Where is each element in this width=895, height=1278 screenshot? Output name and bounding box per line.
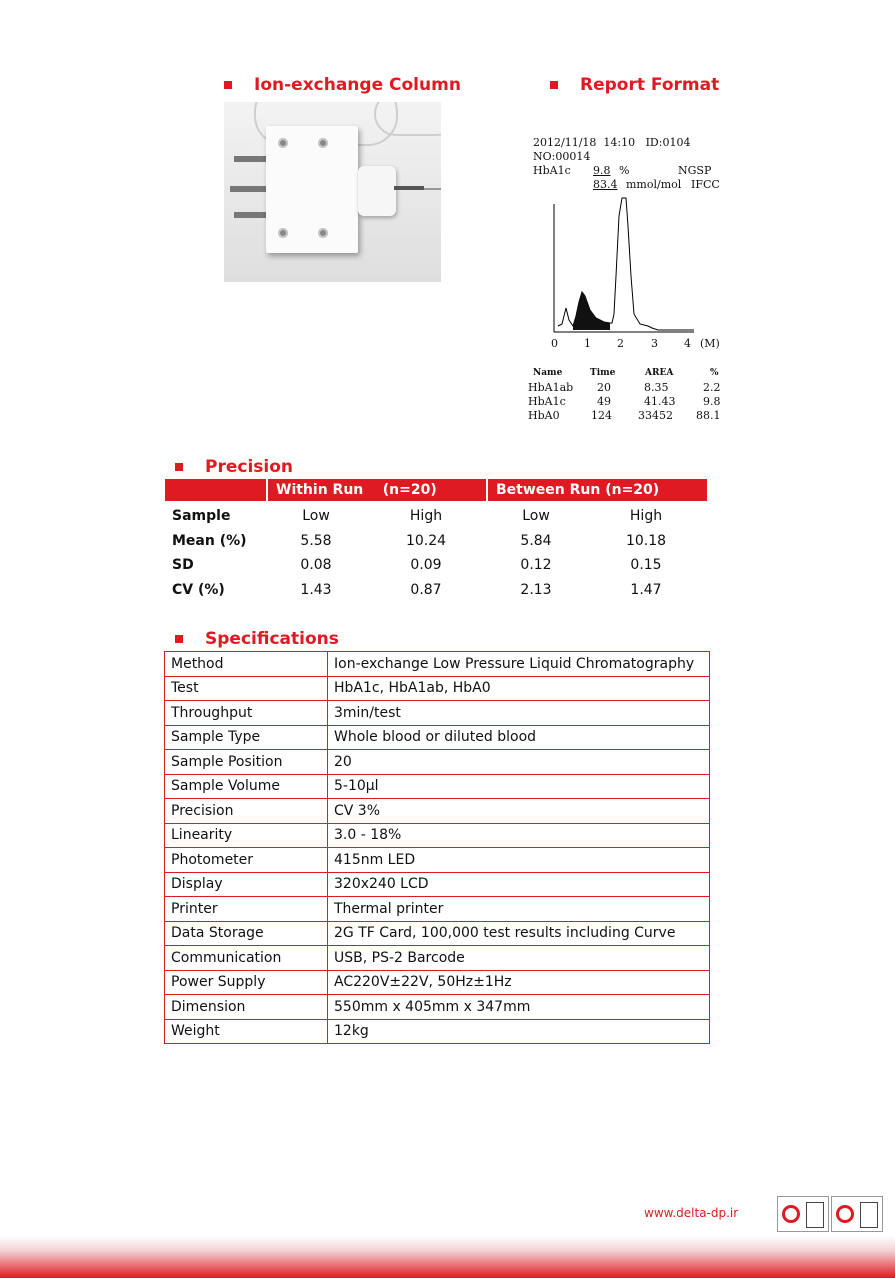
spec-value: 550mm x 405mm x 347mm <box>328 995 710 1020</box>
precision-cell: High <box>629 508 663 524</box>
precision-cell: 2.13 <box>520 582 552 598</box>
table-row <box>165 1019 710 1044</box>
specifications-title: Specifications <box>205 629 339 649</box>
spec-value: 415nm LED <box>328 848 710 873</box>
report-row-area: 41.43 <box>644 395 676 408</box>
table-row <box>165 701 710 726</box>
table-row <box>165 946 710 971</box>
spec-value: 320x240 LCD <box>328 872 710 897</box>
certification-logo <box>831 1196 883 1232</box>
table-row <box>165 995 710 1020</box>
report-row-name: HbA1ab <box>528 381 574 394</box>
precision-cell: Low <box>522 508 550 524</box>
x-tick-label: 2 <box>617 337 624 350</box>
precision-cell: 0.87 <box>410 582 442 598</box>
spec-value: Ion-exchange Low Pressure Liquid Chromatography <box>328 652 710 677</box>
spec-key: Power Supply <box>165 970 328 995</box>
spec-key: Photometer <box>165 848 328 873</box>
spec-key: Communication <box>165 946 328 971</box>
spec-key: Sample Type <box>165 725 328 750</box>
spec-key: Precision <box>165 799 328 824</box>
spec-value: Whole blood or diluted blood <box>328 725 710 750</box>
report-row-area: 33452 <box>638 409 673 422</box>
report-row-percent: 88.1 <box>696 409 721 422</box>
table-row <box>165 823 710 848</box>
spec-value: 2G TF Card, 100,000 test results including Curve <box>328 921 710 946</box>
report-ngsp-tag: NGSP <box>678 164 712 177</box>
table-row <box>165 799 710 824</box>
footer-website-link[interactable]: www.delta-dp.ir <box>644 1206 739 1220</box>
report-hba1c-label: HbA1c <box>533 164 571 177</box>
x-tick-label: 0 <box>551 337 558 350</box>
report-ifcc-unit: mmol/mol <box>626 178 682 191</box>
precision-row-label: Mean (%) <box>172 533 247 549</box>
spec-value: 5-10μl <box>328 774 710 799</box>
spec-value: 12kg <box>328 1019 710 1044</box>
precision-heading <box>175 457 293 477</box>
specifications-table <box>164 651 710 1044</box>
between-run-header: Between Run (n=20) <box>496 482 660 498</box>
x-tick-label: 1 <box>584 337 591 350</box>
report-ngsp-value: 9.8 <box>593 164 611 177</box>
precision-cell: 0.12 <box>520 557 552 573</box>
spec-value: 3.0 - 18% <box>328 823 710 848</box>
precision-cell: 0.08 <box>300 557 332 573</box>
precision-title: Precision <box>205 457 294 477</box>
report-row-area: 8.35 <box>644 381 669 394</box>
bullet-square-icon <box>175 635 183 643</box>
spec-value: HbA1c, HbA1ab, HbA0 <box>328 676 710 701</box>
spec-key: Test <box>165 676 328 701</box>
table-row <box>165 970 710 995</box>
table-row <box>165 872 710 897</box>
precision-cell: 0.15 <box>630 557 662 573</box>
report-row-percent: 2.2 <box>703 381 721 394</box>
footer-red-band <box>0 1236 895 1278</box>
ion-column-title: Ion-exchange Column <box>254 75 461 95</box>
spec-key: Sample Position <box>165 750 328 775</box>
table-row <box>165 652 710 677</box>
precision-cell: 10.24 <box>405 533 447 549</box>
report-row-time: 49 <box>597 395 611 408</box>
spec-value: AC220V±22V, 50Hz±1Hz <box>328 970 710 995</box>
table-row <box>165 897 710 922</box>
spec-key: Method <box>165 652 328 677</box>
spec-key: Throughput <box>165 701 328 726</box>
x-tick-label: 4 <box>684 337 691 350</box>
x-unit-label: (M) <box>700 337 720 350</box>
precision-header-bar <box>165 479 707 501</box>
spec-value: CV 3% <box>328 799 710 824</box>
precision-row-label: SD <box>172 557 194 573</box>
precision-cell: 5.58 <box>300 533 332 549</box>
table-row <box>165 921 710 946</box>
precision-row-label: Sample <box>172 508 231 524</box>
spec-value: 20 <box>328 750 710 775</box>
spec-value: USB, PS-2 Barcode <box>328 946 710 971</box>
report-datetime-line: 2012/11/18 14:10 ID:0104 <box>533 136 691 149</box>
chromatogram-chart <box>548 196 698 336</box>
report-number-line: NO:00014 <box>533 150 591 163</box>
spec-key: Display <box>165 872 328 897</box>
ion-column-heading <box>224 75 461 95</box>
specifications-heading <box>175 629 339 649</box>
report-row-name: HbA1c <box>528 395 566 408</box>
spec-key: Linearity <box>165 823 328 848</box>
precision-cell: 5.84 <box>520 533 552 549</box>
spec-value: Thermal printer <box>328 897 710 922</box>
report-col-area: AREA <box>645 368 674 378</box>
report-ifcc-value: 83.4 <box>593 178 618 191</box>
spec-key: Sample Volume <box>165 774 328 799</box>
report-row-time: 20 <box>597 381 611 394</box>
precision-cell: 0.09 <box>410 557 442 573</box>
table-row <box>165 848 710 873</box>
precision-row-label: CV (%) <box>172 582 225 598</box>
report-row-percent: 9.8 <box>703 395 721 408</box>
precision-cell: 1.47 <box>630 582 662 598</box>
report-format-heading <box>550 75 719 95</box>
precision-cell: 1.43 <box>300 582 332 598</box>
report-col-percent: % <box>710 368 719 378</box>
table-row <box>165 750 710 775</box>
precision-cell: Low <box>302 508 330 524</box>
within-run-header: Within Run (n=20) <box>276 482 437 498</box>
report-row-time: 124 <box>591 409 612 422</box>
table-row <box>165 725 710 750</box>
hba1c-peak-area <box>573 292 610 330</box>
ion-column-photo <box>224 102 441 282</box>
x-tick-label: 3 <box>651 337 658 350</box>
certification-logo <box>777 1196 829 1232</box>
spec-key: Weight <box>165 1019 328 1044</box>
spec-value: 3min/test <box>328 701 710 726</box>
report-ngsp-unit: % <box>619 164 630 177</box>
bullet-square-icon <box>550 81 558 89</box>
bullet-square-icon <box>224 81 232 89</box>
report-col-name: Name <box>533 368 563 378</box>
report-ifcc-tag: IFCC <box>691 178 720 191</box>
spec-key: Printer <box>165 897 328 922</box>
report-row-name: HbA0 <box>528 409 560 422</box>
bullet-square-icon <box>175 463 183 471</box>
precision-cell: High <box>409 508 443 524</box>
table-row <box>165 676 710 701</box>
precision-cell: 10.18 <box>625 533 667 549</box>
table-row <box>165 774 710 799</box>
spec-key: Dimension <box>165 995 328 1020</box>
spec-key: Data Storage <box>165 921 328 946</box>
report-col-time: Time <box>590 368 616 378</box>
report-format-title: Report Format <box>580 75 720 95</box>
